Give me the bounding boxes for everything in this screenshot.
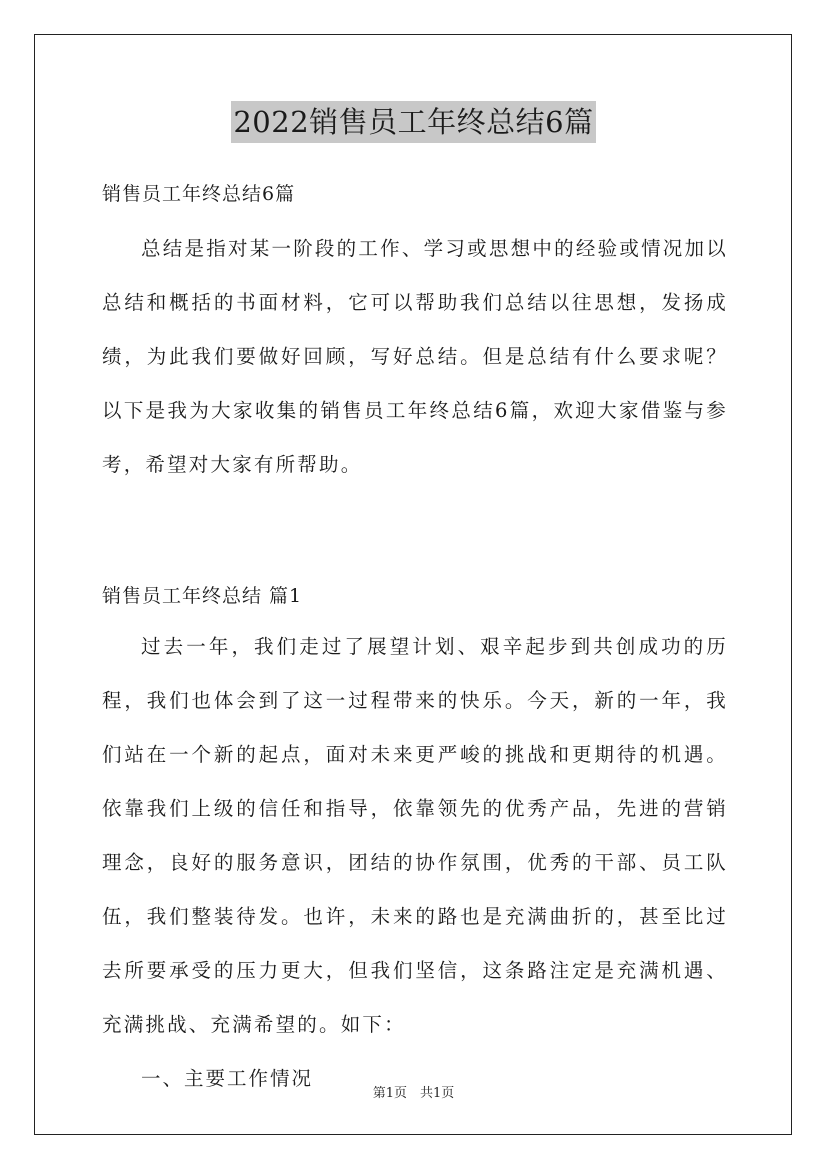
item-heading: 一、主要工作情况 (141, 1067, 314, 1090)
section-paragraph: 过去一年，我们走过了展望计划、艰辛起步到共创成功的历程，我们也体会到了这一过程带来的快乐。今天，新的一年，我们站在一个新的起点，面对未来更严峻的挑战和更期待的机遇。依靠我们上级的信任和指导，依靠领先的优秀产品，先进的营销理念，良好的服务意识，团结的协作氛围，优秀的干部、员工队伍，我们整装待发。也许，未来的路也是充满曲折的，甚至比过去所要承受的压力更大，但我们坚信，这条路注定是充满机遇、充满挑战、充满希望的。如下： (102, 635, 728, 1036)
section-heading: 销售员工年终总结 篇1 (102, 585, 303, 607)
title-container (0, 101, 827, 143)
document-body (102, 170, 728, 1106)
page-footer: 第1页 共1页 (372, 1086, 455, 1101)
intro-paragraph: 总结是指对某一阶段的工作、学习或思想中的经验或情况加以总结和概括的书面材料，它可以帮助我们总结以往思想，发扬成绩，为此我们要做好回顾，写好总结。但是总结有什么要求呢？以下是我为大家收集的销售员工年终总结6篇，欢迎大家借鉴与参考，希望对大家有所帮助。 (102, 237, 728, 476)
document-title: 2022销售员工年终总结6篇 (231, 101, 595, 143)
document-subtitle: 销售员工年终总结6篇 (102, 183, 296, 205)
